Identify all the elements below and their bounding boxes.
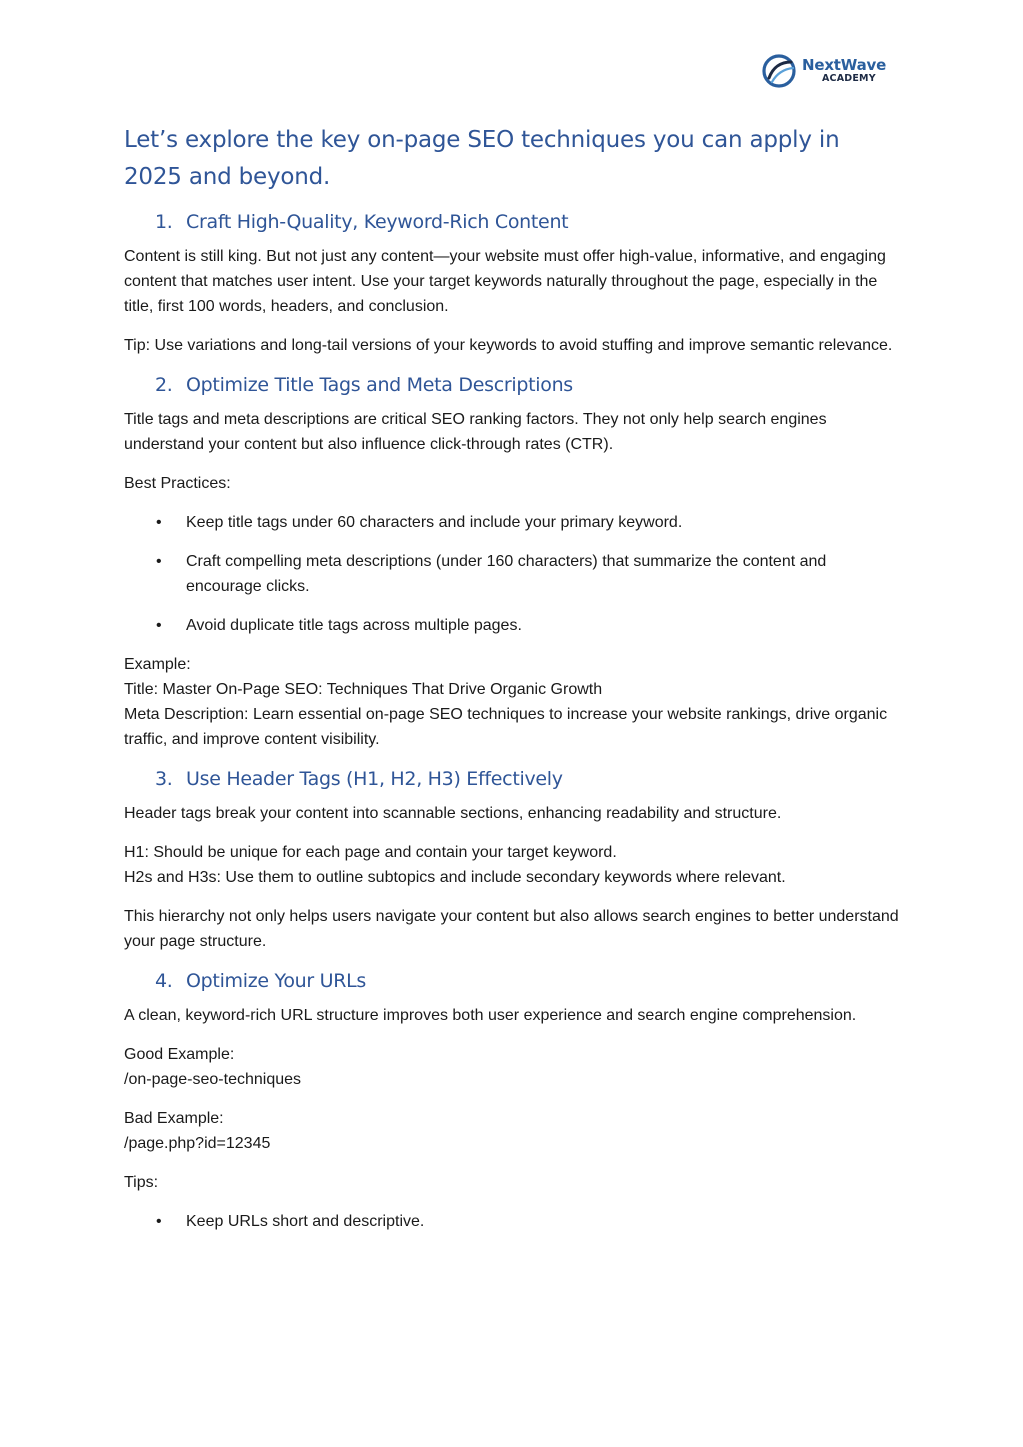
header-rules [124, 840, 899, 890]
section-heading-2 [124, 372, 899, 398]
logo [761, 50, 891, 92]
paragraph: Title tags and meta descriptions are critical SEO ranking factors. They not only help search engines understand your content but also influence click-through rates (CTR). [124, 411, 827, 453]
list-item: • Keep title tags under 60 characters and include your primary keyword. [124, 510, 899, 535]
good-example [124, 1042, 899, 1092]
good-example-label: Good Example: [124, 1046, 235, 1063]
tip-paragraph: Tip: Use variations and long-tail versions of your keywords to avoid stuffing and improve semantic relevance. [124, 337, 893, 354]
intro-heading: Let’s explore the key on-page SEO techniques you can apply in 2025 and beyond. [124, 127, 840, 190]
section-number: 4. [155, 970, 173, 992]
section-heading-4 [124, 968, 899, 994]
example-meta: Meta Description: Learn essential on-page SEO techniques to increase your website rankings, drive organic traffic, and improve content visibility. [124, 706, 888, 748]
example-block [124, 652, 899, 752]
tips-label: Tips: [124, 1174, 159, 1191]
example-title: Title: Master On-Page SEO: Techniques That Drive Organic Growth [124, 681, 603, 698]
list-item: • Keep URLs short and descriptive. [124, 1209, 899, 1234]
example-label: Example: [124, 656, 191, 673]
section-number: 2. [155, 374, 173, 396]
section-title: Optimize Your URLs [186, 970, 367, 992]
paragraph: Content is still king. But not just any content—your website must offer high-value, informative, and engaging content that matches user intent. Use your target keywords naturally throughout the page, especially in the title, first 100 words, headers, and conclusion. [124, 248, 886, 315]
good-example-url: /on-page-seo-techniques [124, 1071, 302, 1088]
list-item: • Craft compelling meta descriptions (under 160 characters) that summarize the content and encourage clicks. [124, 549, 899, 599]
h2-rule: H2s and H3s: Use them to outline subtopics and include secondary keywords where relevant. [124, 869, 786, 886]
logo-text [802, 58, 886, 84]
paragraph: Header tags break your content into scannable sections, enhancing readability and structure. [124, 805, 782, 822]
section-title: Craft High-Quality, Keyword-Rich Content [186, 211, 569, 233]
best-practices-list [124, 510, 899, 638]
paragraph: This hierarchy not only helps users navigate your content but also allows search engines to better understand your page structure. [124, 908, 899, 950]
bad-example-label: Bad Example: [124, 1110, 224, 1127]
paragraph: A clean, keyword-rich URL structure improves both user experience and search engine comprehension. [124, 1007, 857, 1024]
bad-example-url: /page.php?id=12345 [124, 1135, 271, 1152]
section-title: Use Header Tags (H1, H2, H3) Effectively [186, 768, 563, 790]
document-body [124, 122, 899, 1248]
logo-subname: ACADEMY [822, 73, 876, 85]
section-heading-1 [124, 209, 899, 235]
best-practices-label: Best Practices: [124, 475, 231, 492]
h1-rule: H1: Should be unique for each page and contain your target keyword. [124, 844, 617, 861]
list-item: • Avoid duplicate title tags across multiple pages. [124, 613, 899, 638]
section-heading-3 [124, 766, 899, 792]
section-number: 3. [155, 768, 173, 790]
bad-example [124, 1106, 899, 1156]
swoosh-circle-icon [761, 53, 797, 89]
section-number: 1. [155, 211, 173, 233]
logo-name: NextWave [802, 56, 887, 75]
tips-list [124, 1209, 899, 1234]
section-title: Optimize Title Tags and Meta Descriptions [186, 374, 573, 396]
